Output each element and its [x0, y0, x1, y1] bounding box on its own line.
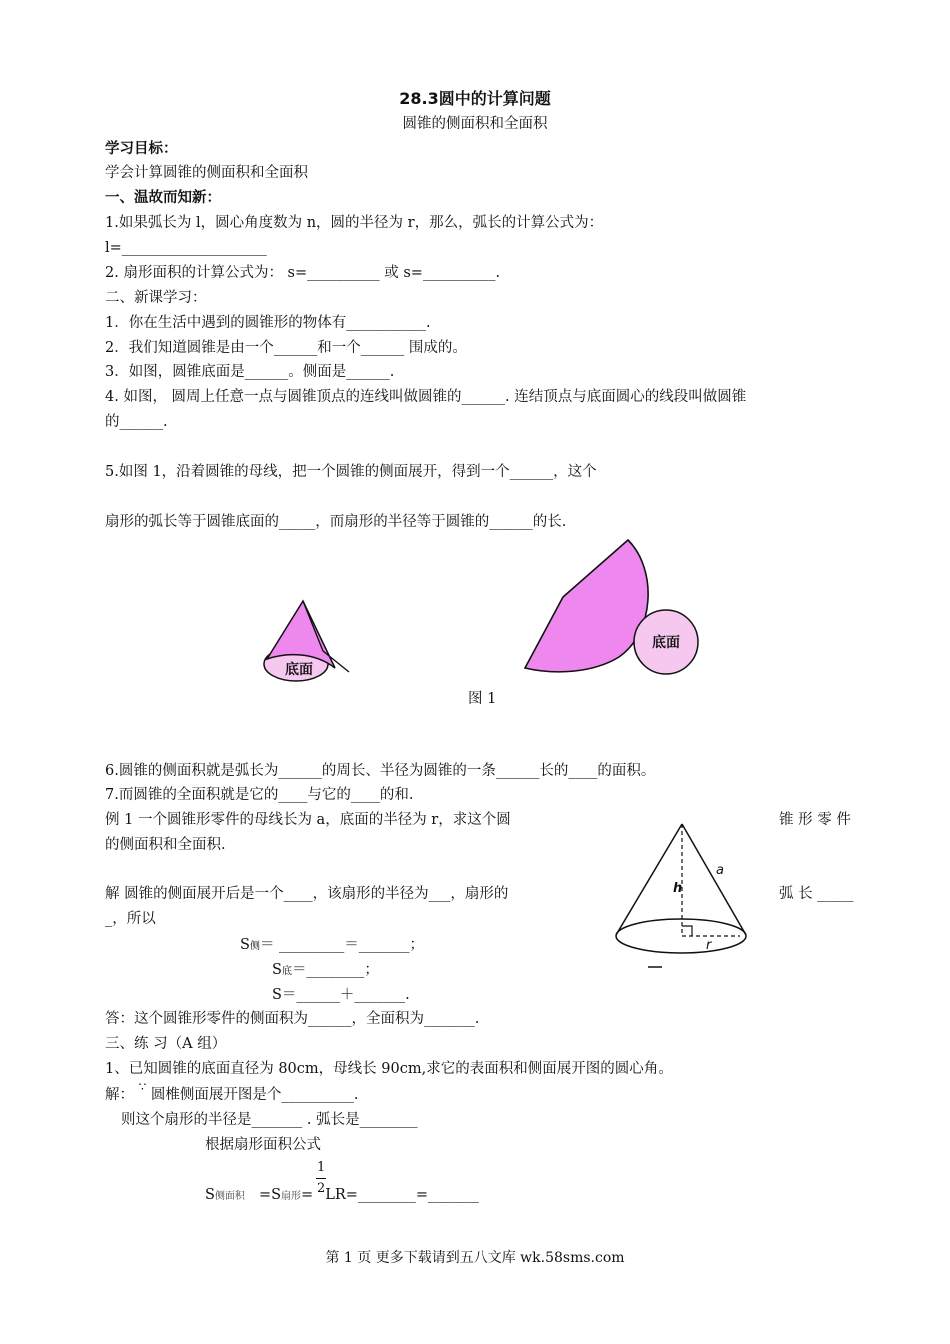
- p1-eq: =: [301, 1187, 314, 1203]
- fraction-numerator: 1: [317, 1160, 326, 1175]
- practice-1-formula: [205, 1186, 479, 1206]
- new-item-3: 3．如图，圆锥底面是______。侧面是______.: [105, 364, 395, 380]
- section3-heading: 三、练 习（A 组）: [105, 1036, 227, 1052]
- unrolled-sector: [525, 540, 648, 672]
- formula-side-sub: 侧: [249, 941, 260, 952]
- p1-s-prefix: S: [205, 1187, 215, 1203]
- figure-2-cone: [610, 818, 755, 970]
- practice-1: 1、已知圆锥的底面直径为 80cm，母线长 90cm,求它的表面积和侧面展开图的圆心角。: [105, 1061, 673, 1077]
- fraction-bar: [316, 1178, 326, 1179]
- p1-s-fan-sub: 扇形: [281, 1191, 302, 1202]
- formula-side-s: S: [240, 937, 250, 953]
- goal-text: 学会计算圆锥的侧面积和全面积: [105, 165, 308, 181]
- formula-base-rest: ＝________；: [291, 962, 379, 978]
- formula-total-area: S＝______＋_______.: [272, 987, 410, 1003]
- practice-1-formula-intro: 根据扇形面积公式: [205, 1137, 321, 1153]
- new-item-6: 6.圆锥的侧面积就是弧长为______的周长、半径为圆锥的一条______长的____的面积。: [105, 763, 656, 779]
- because-symbol: ∵: [138, 1080, 147, 1094]
- figure-1-caption: 图 1: [468, 691, 497, 707]
- example-1-line1: 例 1 一个圆锥形零件的母线长为 a，底面的半径为 r，求这个圆: [105, 812, 511, 828]
- page-footer: 第 1 页 更多下载请到五八文库 wk.58sms.com: [325, 1250, 625, 1266]
- example-1-line1-right: 锥 形 零 件: [779, 812, 851, 828]
- section1-heading: 一、温故而知新：: [105, 190, 221, 206]
- new-item-5-line2: 扇形的弧长等于圆锥底面的_____，而扇形的半径等于圆锥的______的长.: [105, 514, 567, 530]
- p1-eq-s: =S: [258, 1187, 282, 1203]
- fraction-denominator: 2: [317, 1181, 326, 1196]
- formula-base-s: S: [272, 962, 282, 978]
- formula-base-sub: 底: [281, 966, 292, 977]
- practice-1-radius: 则这个扇形的半径是_______ . 弧长是________: [121, 1112, 418, 1128]
- figure-1-base-label-left: 底面: [285, 662, 313, 678]
- p1-tail: LR=________=_______: [325, 1187, 479, 1203]
- page-subtitle: 圆锥的侧面积和全面积: [402, 116, 548, 132]
- figure-1-cone: [255, 595, 365, 690]
- page-title: 28.3圆中的计算问题: [399, 89, 551, 108]
- formula-base-area: [272, 961, 379, 981]
- label-r: r: [706, 938, 712, 953]
- goal-heading: 学习目标：: [105, 141, 178, 157]
- practice-1-solution: [105, 1080, 359, 1104]
- new-item-5-line1: 5.如图 1，沿着圆锥的母线，把一个圆锥的侧面展开，得到一个______，这个: [105, 464, 597, 480]
- practice-1-sol-rest: 圆椎侧面展开图是个__________.: [150, 1087, 359, 1103]
- figure-1-unrolled-sector: [515, 535, 715, 685]
- solution-line2: _，所以: [105, 911, 156, 927]
- formula-side-area: [240, 936, 424, 956]
- new-item-7: 7.而圆锥的全面积就是它的____与它的____的和.: [105, 787, 414, 803]
- q1-text: 1.如果弧长为 l，圆心角度数为 n，圆的半径为 r，那么，弧长的计算公式为：: [105, 215, 604, 231]
- q1-answer: l=____________________: [105, 240, 267, 256]
- label-a: a: [716, 863, 724, 878]
- new-item-1: 1．你在生活中遇到的圆锥形的物体有___________.: [105, 315, 431, 331]
- right-angle-mark: [682, 926, 692, 936]
- new-item-4-line2: 的______.: [105, 414, 168, 430]
- solution-line1-right: 弧 长 _____: [779, 886, 854, 902]
- p1-s-side-sub: 侧面积: [214, 1191, 245, 1202]
- new-item-2: 2．我们知道圆锥是由一个______和一个______ 围成的。: [105, 340, 467, 356]
- figure-1-base-label-right: 底面: [652, 635, 680, 651]
- practice-1-sol-prefix: 解：: [105, 1087, 134, 1103]
- cone-right-slant: [682, 824, 746, 935]
- q2-text: 2. 扇形面积的计算公式为： s=__________ 或 s=__________.: [105, 265, 501, 281]
- new-item-4-line1: 4. 如图， 圆周上任意一点与圆锥顶点的连线叫做圆锥的______. 连结顶点与底面圆心的线段叫做圆锥: [105, 389, 747, 405]
- example-1-line2: 的侧面积和全面积.: [105, 837, 226, 853]
- answer-line: 答：这个圆锥形零件的侧面积为______，全面积为_______.: [105, 1011, 480, 1027]
- section2-heading: 二、新课学习：: [105, 290, 207, 306]
- cone-left-slant: [616, 824, 682, 935]
- label-h: h: [673, 881, 683, 896]
- formula-side-rest: ＝ _________＝_______；: [259, 937, 425, 953]
- solution-line1: 解 圆锥的侧面展开后是一个____，该扇形的半径为___，扇形的: [105, 886, 509, 902]
